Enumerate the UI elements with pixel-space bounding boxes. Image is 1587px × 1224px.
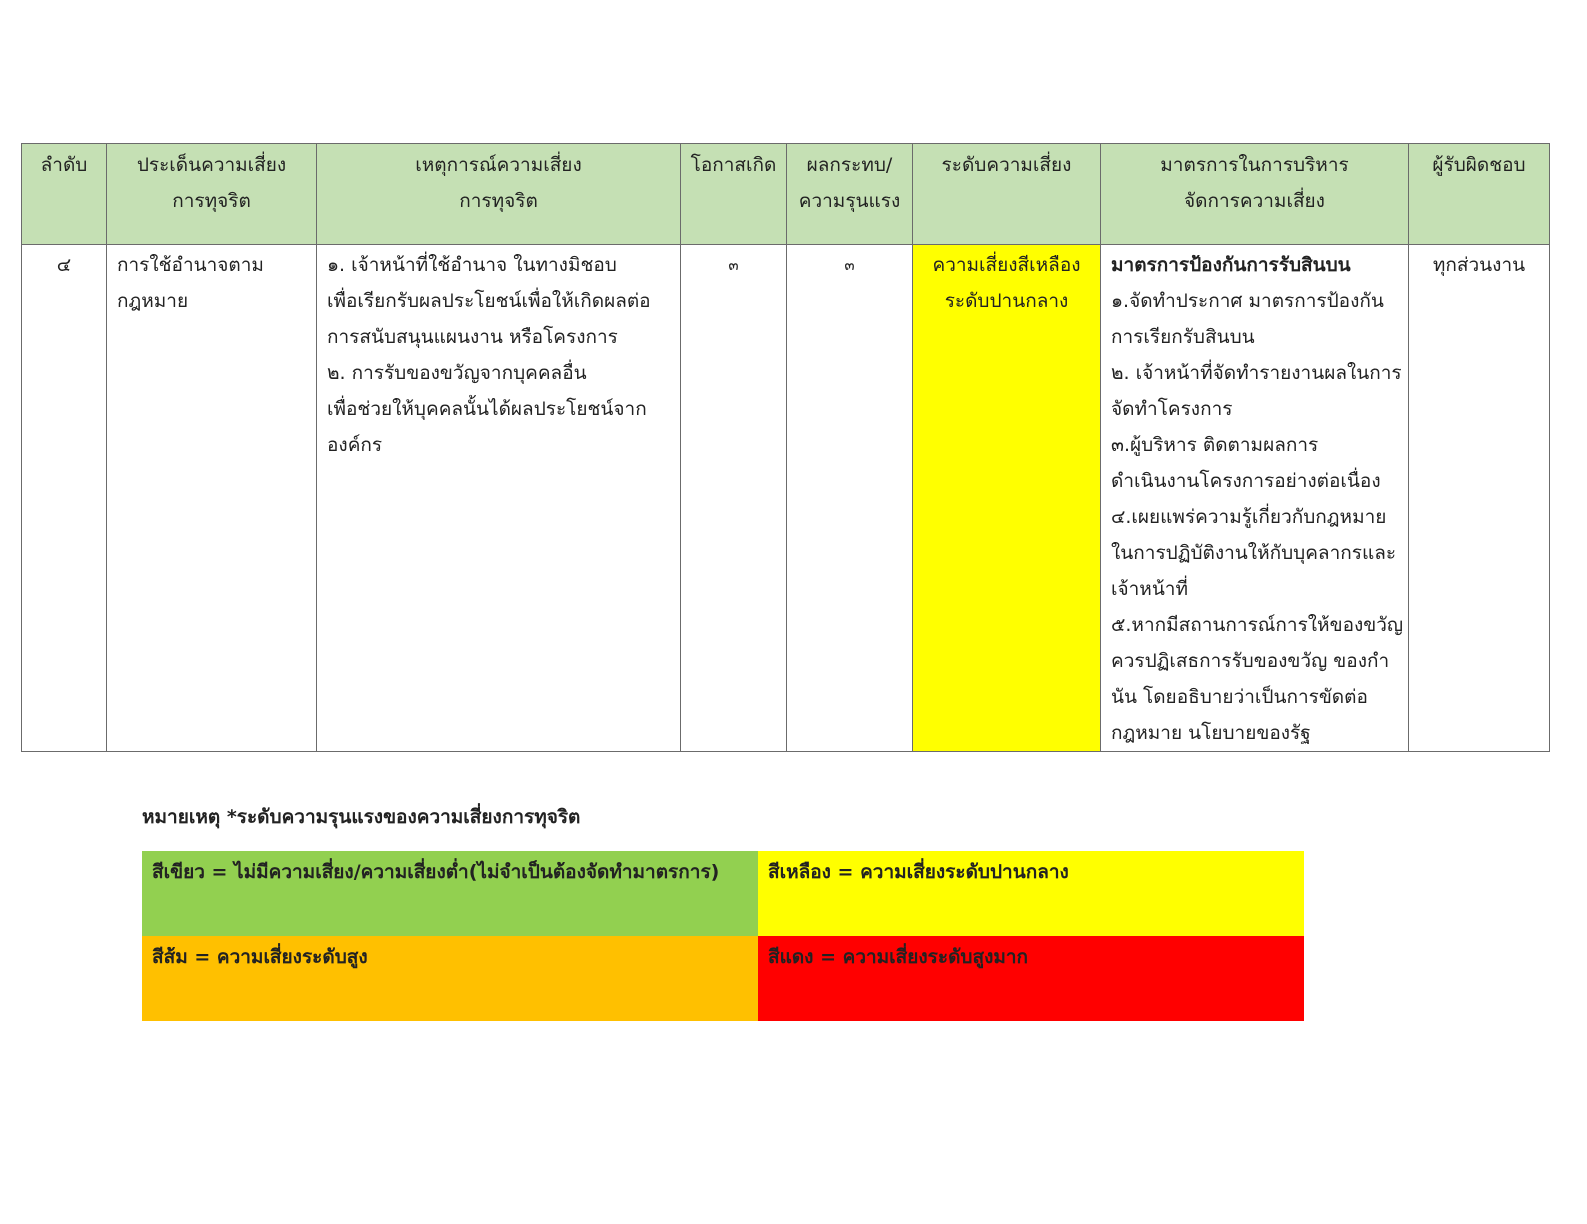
risk-color-legend <box>142 851 1304 1021</box>
measures-title: มาตรการป้องกันการรับสินบน <box>1111 254 1351 276</box>
header-impact: ผลกระทบ/ ความรุนแรง <box>787 144 913 245</box>
header-event: เหตุการณ์ความเสี่ยง การทุจริต <box>317 144 681 245</box>
note-title: หมายเหตุ *ระดับความรุนแรงของความเสี่ยงการทุจริต <box>142 806 581 828</box>
legend-orange: สีส้ม = ความเสี่ยงระดับสูง <box>142 936 758 1021</box>
legend-green: สีเขียว = ไม่มีความเสี่ยง/ความเสี่ยงต่ำ(ไม่จำเป็นต้องจัดทำมาตรการ) <box>142 851 758 936</box>
header-level: ระดับความเสี่ยง <box>913 144 1101 245</box>
cell-issue: การใช้อำนาจตาม กฎหมาย <box>107 245 317 752</box>
cell-no: ๔ <box>22 245 107 752</box>
cell-impact: ๓ <box>787 245 913 752</box>
table-row <box>22 245 1550 752</box>
risk-assessment-table <box>21 143 1550 752</box>
cell-level: ความเสี่ยงสีเหลือง ระดับปานกลาง <box>913 245 1101 752</box>
cell-measures: มาตรการป้องกันการรับสินบน ๑.จัดทำประกาศ มาตรการป้องกัน การเรียกรับสินบน ๒. เจ้าหน้าที่จัดทำรายงานผลในการ จัดทำโครงการ ๓.ผู้บริหาร ติดตามผลการ ดำเนินงานโครงการอย่างต่อเนื่อง ๔.เผยแพร่ความรู้เกี่ยวกับกฎหมาย ในการปฏิบัติงานให้กับบุคลากรและ เจ้าหน้าที่ ๕.หากมีสถานการณ์การให้ของขวัญ ควรปฏิเสธการรับของขวัญ ของกำ นัน โดยอธิบายว่าเป็นการขัดต่อ กฎหมาย นโยบายของรัฐ <box>1101 245 1409 752</box>
header-issue: ประเด็นความเสี่ยง การทุจริต <box>107 144 317 245</box>
header-measures: มาตรการในการบริหาร จัดการความเสี่ยง <box>1101 144 1409 245</box>
legend-red: สีแดง = ความเสี่ยงระดับสูงมาก <box>758 936 1304 1021</box>
cell-event: ๑. เจ้าหน้าที่ใช้อำนาจ ในทางมิชอบ เพื่อเรียกรับผลประโยชน์เพื่อให้เกิดผลต่อ การสนับสนุนแผนงาน หรือโครงการ ๒. การรับของขวัญจากบุคคลอื่น เพื่อช่วยให้บุคคลนั้นได้ผลประโยชน์จาก องค์กร <box>317 245 681 752</box>
header-owner: ผู้รับผิดชอบ <box>1409 144 1550 245</box>
header-no: ลำดับ <box>22 144 107 245</box>
cell-owner: ทุกส่วนงาน <box>1409 245 1550 752</box>
cell-likelihood: ๓ <box>681 245 787 752</box>
legend-yellow: สีเหลือง = ความเสี่ยงระดับปานกลาง <box>758 851 1304 936</box>
table-header-row <box>22 144 1550 245</box>
header-likelihood: โอกาสเกิด <box>681 144 787 245</box>
